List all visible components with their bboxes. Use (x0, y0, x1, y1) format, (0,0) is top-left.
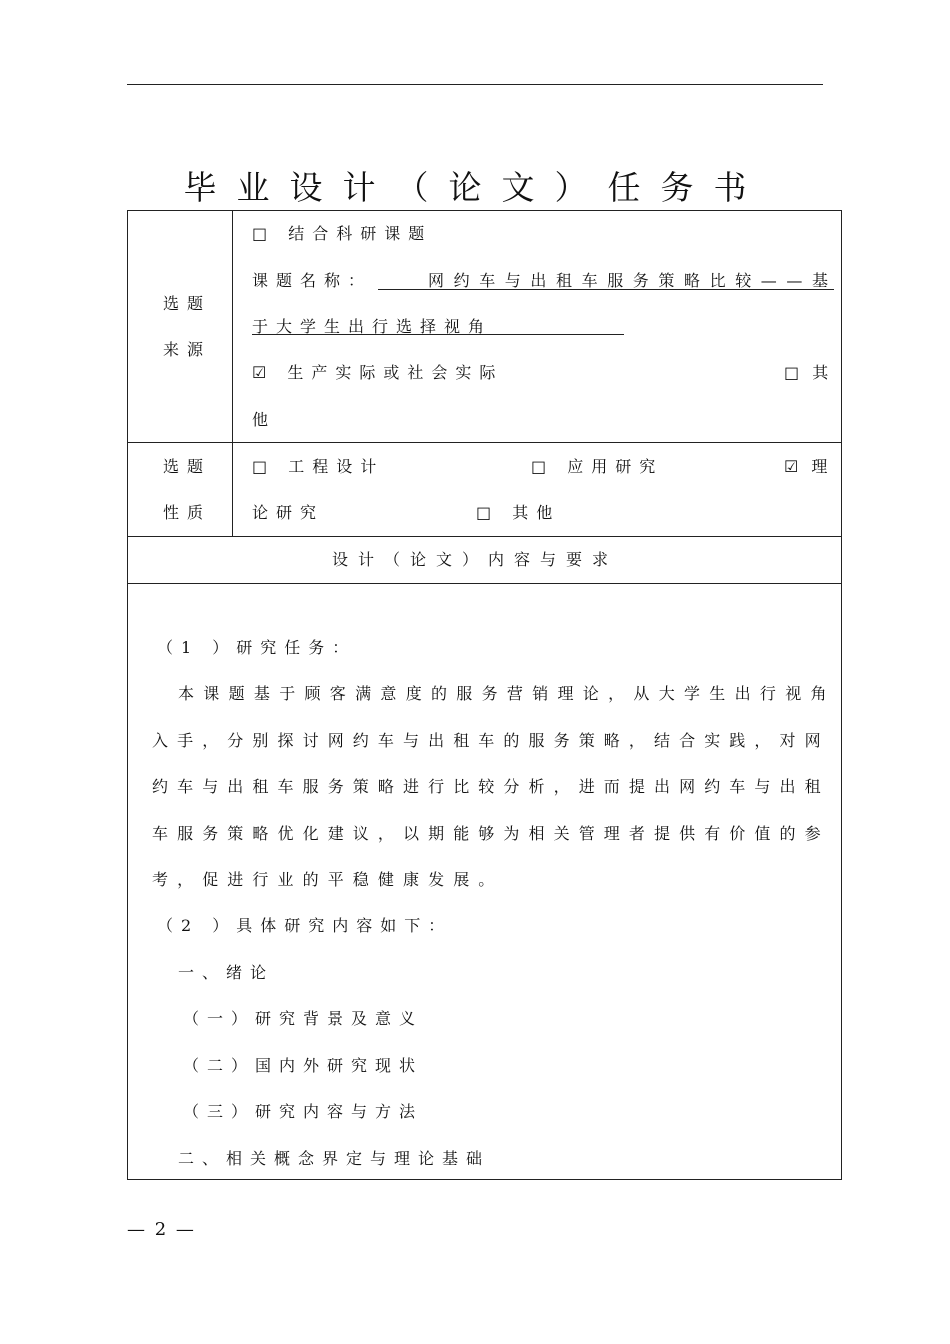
header-rule (127, 84, 823, 85)
option-engineering-design[interactable]: □ 工程设计 (252, 457, 385, 476)
outline-item: （三）研究内容与方法 (183, 1102, 424, 1121)
task-heading: （1 ）研究任务： (157, 638, 357, 657)
option-production-practice[interactable]: ☑ 生产实际或社会实际 (252, 363, 504, 382)
row-divider-source (127, 442, 842, 443)
content-header: 设计（论文）内容与要求 (331, 550, 618, 569)
option-theory-research[interactable]: ☑ 理 (784, 457, 832, 476)
outline-item: 二、相关概念界定与理论基础 (178, 1149, 491, 1168)
source-label-line1: 选题 (163, 294, 212, 313)
outline-item: 一、绪论 (178, 963, 275, 982)
outline-item: （二）国内外研究现状 (183, 1056, 424, 1075)
topic-underline-2 (252, 334, 624, 335)
task-line-3: 约车与出租车服务策略进行比较分析，进而提出网约车与出租 (152, 777, 830, 796)
option-nature-other[interactable]: □ 其他 (476, 503, 561, 522)
nature-label-line2: 性质 (163, 503, 212, 522)
task-line-2: 入手，分别探讨网约车与出租车的服务策略，结合实践，对网 (152, 731, 830, 750)
topic-name-line1: 网约车与出租车服务策略比较——基 (428, 271, 838, 290)
document-title: 毕业设计（论文）任务书 (183, 168, 767, 207)
topic-name-label: 课题名称： (252, 271, 373, 290)
option-applied-research[interactable]: □ 应用研究 (531, 457, 664, 476)
option-source-other-cont: 他 (252, 410, 277, 429)
task-line-1: 本课题基于顾客满意度的服务营销理论，从大学生出行视角 (178, 684, 836, 703)
nature-label-line1: 选题 (163, 457, 212, 476)
option-research-topic[interactable]: □ 结合科研课题 (252, 224, 433, 243)
topic-underline-1 (378, 289, 834, 290)
topic-name-line2: 于大学生出行选择视角 (252, 317, 493, 336)
outline-item: （一）研究背景及意义 (183, 1009, 424, 1028)
row-divider-nature (127, 536, 842, 537)
row-divider-content-header (127, 583, 842, 584)
source-label-line2: 来源 (163, 340, 212, 359)
label-column-divider (232, 210, 233, 536)
option-theory-research-cont: 论研究 (252, 503, 325, 522)
task-line-5: 考，促进行业的平稳健康发展。 (152, 870, 504, 889)
page-number: — 2 — (127, 1219, 196, 1240)
detail-heading: （2 ）具体研究内容如下： (157, 916, 453, 935)
task-line-4: 车服务策略优化建议，以期能够为相关管理者提供有价值的参 (152, 824, 830, 843)
option-source-other[interactable]: □ 其 (784, 363, 833, 382)
